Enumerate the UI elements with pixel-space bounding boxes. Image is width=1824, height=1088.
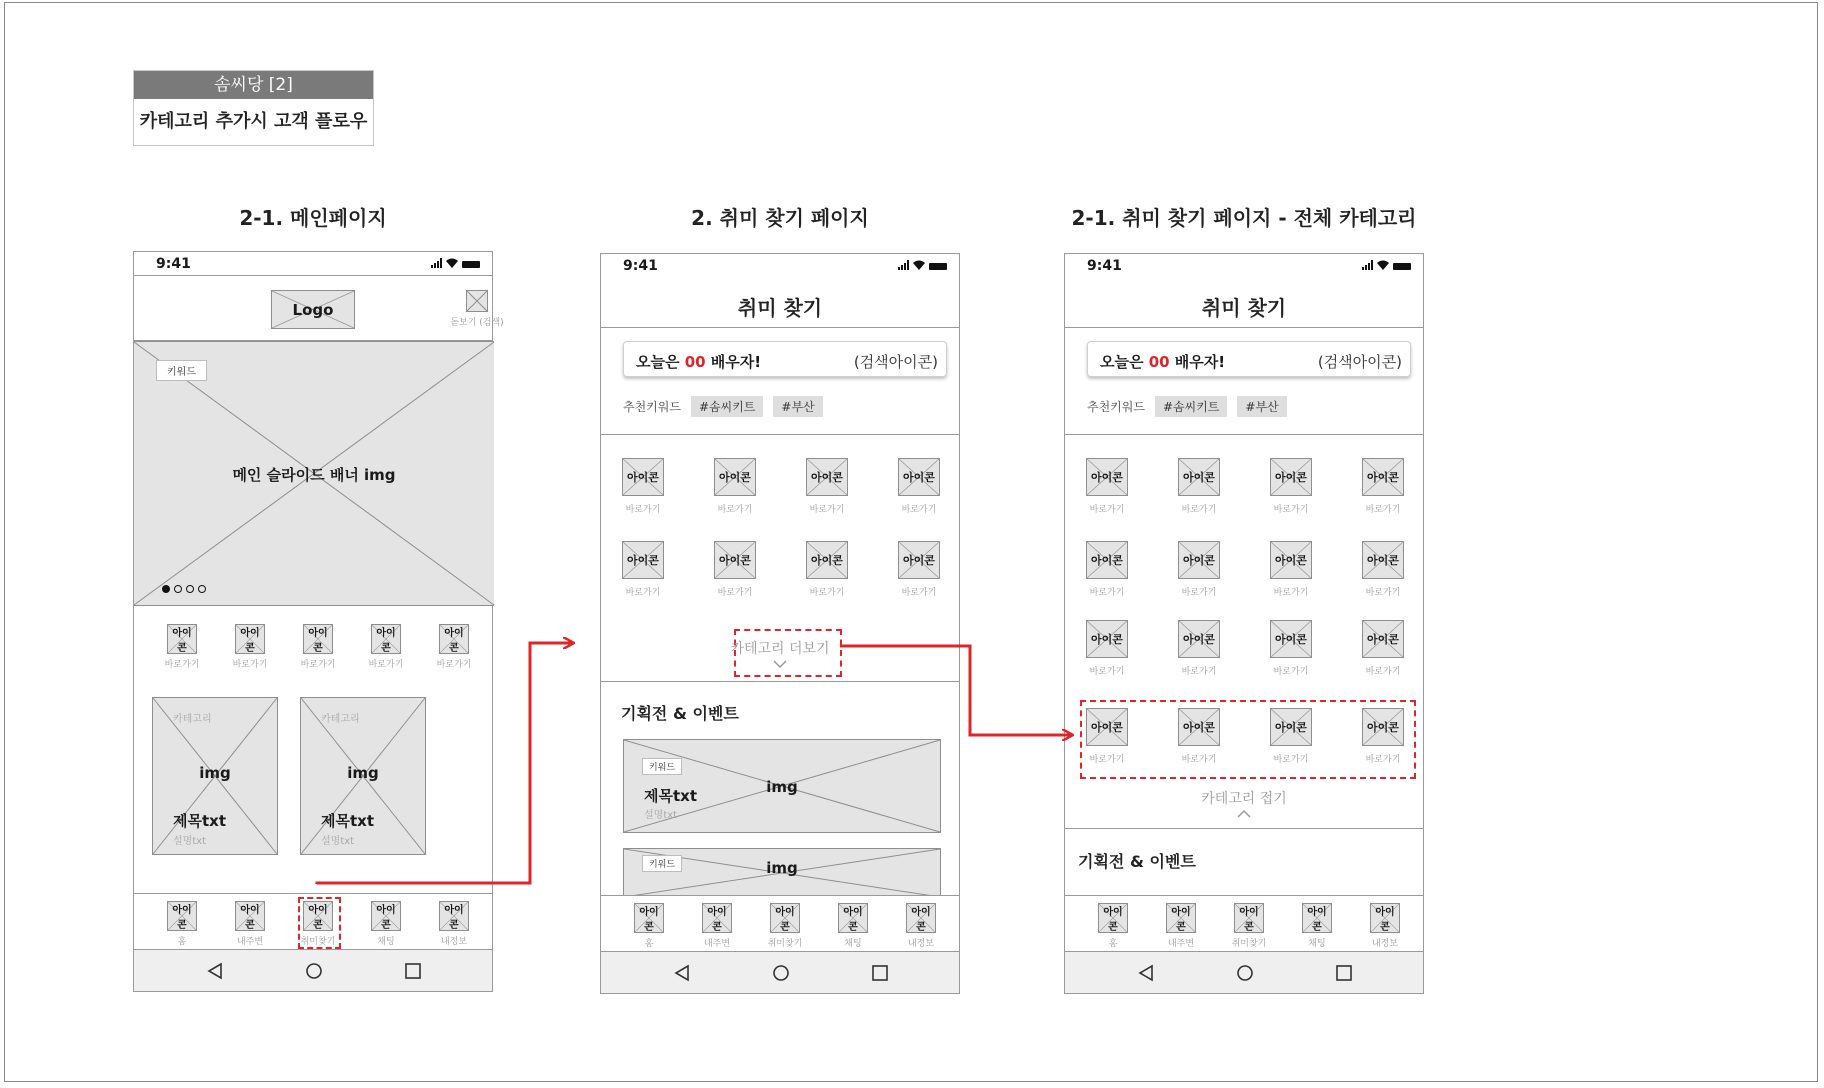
recommended-keywords <box>1087 396 1287 417</box>
highlight-hobby-tab <box>298 897 341 949</box>
banner-text: 메인 슬라이드 배너 img <box>232 466 396 484</box>
event-keyword-tag: 키워드 <box>642 855 682 872</box>
search-prefix: 오늘은 <box>636 353 685 371</box>
icon-label: 아이콘 <box>1183 721 1215 734</box>
icon-label: 아이콘 <box>775 907 795 933</box>
icon-label: 아이콘 <box>719 554 751 567</box>
placeholder-icon <box>1086 458 1128 496</box>
category-item[interactable] <box>1353 541 1413 598</box>
flow-title: 카테고리 추가시 고객 플로우 <box>139 111 368 132</box>
placeholder-icon <box>770 903 800 933</box>
tab-item[interactable] <box>755 903 815 949</box>
placeholder-icon <box>838 903 868 933</box>
icon-label: 아이콘 <box>240 628 260 654</box>
phone-main-page <box>133 251 504 992</box>
category-item[interactable] <box>1353 620 1413 677</box>
category-item[interactable] <box>613 541 673 598</box>
home-icon[interactable] <box>305 962 323 980</box>
tab-item[interactable] <box>1083 903 1143 949</box>
icon-caption: 바로가기 <box>901 505 937 515</box>
icon-label: 아이콘 <box>1183 471 1215 484</box>
placeholder-icon <box>439 901 469 931</box>
tab-item[interactable] <box>619 903 679 949</box>
status-bar <box>601 254 959 278</box>
screen-title-main: 2-1. 메인페이지 <box>239 206 387 230</box>
icon-caption: 바로가기 <box>1089 667 1125 677</box>
icon-label: 아이콘 <box>1275 721 1307 734</box>
recents-icon[interactable] <box>871 964 889 982</box>
placeholder-icon <box>898 541 940 579</box>
home-icon[interactable] <box>1236 964 1254 982</box>
icon-label: 아이콘 <box>903 554 935 567</box>
icon-caption: 바로가기 <box>1181 755 1217 765</box>
content-card[interactable] <box>152 697 278 855</box>
page-title: 취미 찾기 <box>737 296 823 320</box>
signal-icon <box>898 260 909 270</box>
screen-title-hobby-all: 2-1. 취미 찾기 페이지 - 전체 카테고리 <box>1071 206 1417 230</box>
category-more-label: 카테고리 더보기 <box>730 641 830 657</box>
tab-item[interactable] <box>1355 903 1415 949</box>
icon-label: 아이콘 <box>627 471 659 484</box>
grid-divider <box>601 681 959 682</box>
rec-tag[interactable]: #부산 <box>1237 396 1286 417</box>
icon-caption: 바로가기 <box>625 505 661 515</box>
icon-caption: 홈 <box>644 939 654 949</box>
back-icon[interactable] <box>206 962 224 980</box>
icon-label: 아이콘 <box>1367 633 1399 646</box>
back-icon[interactable] <box>673 964 691 982</box>
icon-caption: 내정보 <box>907 939 935 949</box>
search-caption: 돋보기 (검색) <box>450 318 504 328</box>
category-item[interactable] <box>889 541 949 598</box>
event-desc: 설명txt <box>644 810 678 821</box>
icon-caption: 바로가기 <box>1273 667 1309 677</box>
tab-item[interactable] <box>891 903 951 949</box>
icon-label: 아이콘 <box>1183 554 1215 567</box>
status-time: 9:41 <box>623 258 658 274</box>
icon-label: 아이콘 <box>1091 721 1123 734</box>
event-banner[interactable] <box>623 739 941 833</box>
category-item[interactable] <box>1261 458 1321 515</box>
search-highlight: 00 <box>1148 353 1170 371</box>
icon-label: 아이콘 <box>1367 721 1399 734</box>
placeholder-icon <box>1270 620 1312 658</box>
status-bar <box>1065 254 1423 278</box>
icon-label: 아이콘 <box>811 554 843 567</box>
header-divider <box>601 327 959 328</box>
icon-label: 아이콘 <box>1091 471 1123 484</box>
search-highlight: 00 <box>684 353 706 371</box>
icon-label: 아이콘 <box>308 628 328 654</box>
placeholder-icon <box>167 901 197 931</box>
rec-label: 추천키워드 <box>623 400 681 414</box>
tab-item[interactable] <box>152 901 212 947</box>
category-item[interactable] <box>1169 620 1229 677</box>
flow-title-box <box>133 70 374 146</box>
card-desc: 설명txt <box>321 836 355 847</box>
icon-caption: 바로가기 <box>1273 505 1309 515</box>
placeholder-icon <box>1302 903 1332 933</box>
category-item[interactable] <box>889 458 949 515</box>
icon-label: 아이콘 <box>444 628 464 654</box>
icon-label: 아이콘 <box>911 907 931 933</box>
placeholder-icon <box>371 624 401 654</box>
event-keyword-tag: 키워드 <box>642 758 682 775</box>
placeholder-icon <box>714 458 756 496</box>
icon-caption: 내주변 <box>236 937 264 947</box>
placeholder-icon <box>622 458 664 496</box>
phone-hobby-page <box>600 253 960 994</box>
search-divider <box>601 434 959 435</box>
icon-label: 아이콘 <box>639 907 659 933</box>
recommended-keywords <box>623 396 823 417</box>
placeholder-icon <box>1370 903 1400 933</box>
category-item[interactable] <box>1077 541 1137 598</box>
placeholder-icon <box>898 458 940 496</box>
category-item[interactable] <box>1261 620 1321 677</box>
recents-icon[interactable] <box>1335 964 1353 982</box>
wifi-icon <box>446 258 458 268</box>
icon-label: 아이콘 <box>172 628 192 654</box>
card-category: 카테고리 <box>321 714 360 725</box>
placeholder-icon <box>1086 620 1128 658</box>
icon-caption: 바로가기 <box>809 588 845 598</box>
grid-divider <box>1065 828 1423 829</box>
placeholder-icon <box>1270 458 1312 496</box>
pagination-dot[interactable] <box>186 585 194 593</box>
icon-label: 아이콘 <box>1239 907 1259 933</box>
event-title: 제목txt <box>644 787 697 805</box>
card-title: 제목txt <box>173 812 226 830</box>
placeholder-icon <box>906 903 936 933</box>
category-item[interactable] <box>705 541 765 598</box>
header-divider <box>1065 327 1423 328</box>
icon-label: 아이콘 <box>1375 907 1395 933</box>
icon-label: 아이콘 <box>308 905 328 931</box>
icon-label: 아이콘 <box>376 628 396 654</box>
icon-label: 아이콘 <box>1367 471 1399 484</box>
icon-caption: 홈 <box>1108 939 1118 949</box>
category-more-button[interactable] <box>601 638 959 668</box>
icon-caption: 내정보 <box>440 937 468 947</box>
tab-item[interactable] <box>356 901 416 947</box>
placeholder-icon <box>714 541 756 579</box>
category-item[interactable] <box>1261 541 1321 598</box>
placeholder-icon <box>303 624 333 654</box>
placeholder-icon <box>1178 458 1220 496</box>
category-fold-label: 카테고리 접기 <box>1201 791 1287 807</box>
icon-label: 아이콘 <box>719 471 751 484</box>
banner-pagination[interactable] <box>162 585 206 593</box>
icon-label: 아이콘 <box>172 905 192 931</box>
icon-caption: 바로가기 <box>1089 505 1125 515</box>
tab-item[interactable] <box>823 903 883 949</box>
placeholder-icon <box>1098 903 1128 933</box>
signal-icon <box>1362 260 1373 270</box>
shortcut-item[interactable] <box>152 624 212 670</box>
icon-label: 아이콘 <box>1275 633 1307 646</box>
card-category: 카테고리 <box>173 714 212 725</box>
status-time: 9:41 <box>1087 258 1122 274</box>
placeholder-icon <box>1166 903 1196 933</box>
home-icon[interactable] <box>772 964 790 982</box>
category-item[interactable] <box>1353 458 1413 515</box>
wifi-icon <box>913 260 925 270</box>
icon-label: 아이콘 <box>1183 633 1215 646</box>
search-input[interactable] <box>623 341 947 377</box>
rec-tag[interactable]: #부산 <box>773 396 822 417</box>
icon-label: 아이콘 <box>1091 633 1123 646</box>
icon-caption: 취미찾기 <box>300 937 336 947</box>
icon-label: 아이콘 <box>376 905 396 931</box>
icon-caption: 내주변 <box>703 939 731 949</box>
icon-caption: 바로가기 <box>901 588 937 598</box>
logo-text: Logo <box>292 301 334 319</box>
icon-caption: 바로가기 <box>1181 505 1217 515</box>
icon-caption: 내주변 <box>1167 939 1195 949</box>
tab-item[interactable] <box>687 903 747 949</box>
bottom-tab-bar <box>1065 895 1423 953</box>
icon-caption: 채팅 <box>377 937 395 947</box>
pagination-dot[interactable] <box>174 585 182 593</box>
highlight-added-category-row <box>1080 700 1416 779</box>
placeholder-icon <box>1362 620 1404 658</box>
icon-label: 아이콘 <box>1103 907 1123 933</box>
placeholder-icon <box>371 901 401 931</box>
placeholder-icon <box>702 903 732 933</box>
icon-caption: 내정보 <box>1371 939 1399 949</box>
icon-caption: 취미찾기 <box>767 939 803 949</box>
tab-item[interactable] <box>424 901 484 947</box>
icon-caption: 바로가기 <box>717 505 753 515</box>
card-title: 제목txt <box>321 812 374 830</box>
category-item[interactable] <box>797 458 857 515</box>
placeholder-icon <box>634 903 664 933</box>
icon-caption: 취미찾기 <box>1231 939 1267 949</box>
status-time: 9:41 <box>156 256 191 272</box>
icon-caption: 채팅 <box>1308 939 1326 949</box>
card-img-label: img <box>199 764 231 782</box>
category-item[interactable] <box>1169 541 1229 598</box>
rec-tag[interactable]: #솜씨키트 <box>691 396 763 417</box>
phone-hobby-all-categories <box>1064 253 1424 994</box>
category-item[interactable] <box>613 458 673 515</box>
chevron-down-icon <box>773 660 787 668</box>
icon-caption: 바로가기 <box>368 660 404 670</box>
category-item[interactable] <box>1077 458 1137 515</box>
search-icon-placeholder[interactable]: (검색아이콘) <box>1317 353 1402 371</box>
event-section-title: 기획전 & 이벤트 <box>1078 852 1196 871</box>
category-fold-button[interactable] <box>1065 788 1423 818</box>
icon-caption: 바로가기 <box>717 588 753 598</box>
android-nav-bar <box>134 949 492 991</box>
placeholder-icon <box>1270 541 1312 579</box>
page-title: 취미 찾기 <box>1201 296 1287 320</box>
rec-tag[interactable]: #솜씨키트 <box>1155 396 1227 417</box>
chevron-up-icon <box>1237 810 1251 818</box>
icon-caption: 바로가기 <box>1089 755 1125 765</box>
bottom-tab-bar <box>601 895 959 953</box>
back-icon[interactable] <box>1137 964 1155 982</box>
icon-caption: 바로가기 <box>809 505 845 515</box>
wifi-icon <box>1377 260 1389 270</box>
icon-caption: 바로가기 <box>1089 588 1125 598</box>
icon-caption: 바로가기 <box>1365 755 1401 765</box>
search-prefix: 오늘은 <box>1100 353 1149 371</box>
icon-label: 아이콘 <box>1091 554 1123 567</box>
icon-caption: 바로가기 <box>1273 588 1309 598</box>
icon-label: 아이콘 <box>1275 471 1307 484</box>
icon-label: 아이콘 <box>843 907 863 933</box>
icon-caption: 바로가기 <box>164 660 200 670</box>
event-section-title: 기획전 & 이벤트 <box>621 704 739 723</box>
card-img-label: img <box>347 764 379 782</box>
shortcut-item[interactable] <box>424 624 484 670</box>
icon-label: 아이콘 <box>903 471 935 484</box>
search-icon-placeholder[interactable]: (검색아이콘) <box>853 353 938 371</box>
icon-caption: 바로가기 <box>436 660 472 670</box>
tab-item[interactable] <box>1287 903 1347 949</box>
content-card[interactable] <box>300 697 426 855</box>
status-bar <box>134 252 492 276</box>
icon-caption: 바로가기 <box>1273 755 1309 765</box>
placeholder-icon <box>1178 620 1220 658</box>
tab-item[interactable] <box>220 901 280 947</box>
icon-caption: 바로가기 <box>1365 588 1401 598</box>
search-divider <box>1065 434 1423 435</box>
icon-caption: 바로가기 <box>625 588 661 598</box>
placeholder-icon <box>1234 903 1264 933</box>
icon-label: 아이콘 <box>627 554 659 567</box>
shortcut-item[interactable] <box>220 624 280 670</box>
icon-caption: 바로가기 <box>1365 667 1401 677</box>
event-img-label: img <box>766 859 798 877</box>
android-nav-bar <box>1065 951 1423 993</box>
placeholder-icon <box>235 901 265 931</box>
card-desc: 설명txt <box>173 836 207 847</box>
icon-label: 아이콘 <box>1275 554 1307 567</box>
placeholder-icon <box>806 458 848 496</box>
main-slide-banner[interactable] <box>134 341 494 606</box>
icon-label: 아이콘 <box>1171 907 1191 933</box>
icon-caption: 홈 <box>177 937 187 947</box>
placeholder-icon <box>806 541 848 579</box>
icon-label: 아이콘 <box>1367 554 1399 567</box>
signal-icon <box>431 258 442 268</box>
placeholder-icon <box>1362 458 1404 496</box>
category-item[interactable] <box>1169 458 1229 515</box>
placeholder-icon <box>439 624 469 654</box>
tab-item[interactable] <box>1151 903 1211 949</box>
event-banner[interactable] <box>623 848 941 898</box>
rec-label: 추천키워드 <box>1087 400 1145 414</box>
search-icon <box>466 290 488 312</box>
search-button[interactable] <box>447 290 507 328</box>
placeholder-icon <box>1178 541 1220 579</box>
banner-keyword-tag: 키워드 <box>156 360 207 381</box>
icon-caption: 바로가기 <box>1181 667 1217 677</box>
category-item[interactable] <box>797 541 857 598</box>
icon-label: 아이콘 <box>707 907 727 933</box>
icon-label: 아이콘 <box>1307 907 1327 933</box>
search-suffix: 배우자! <box>1169 353 1226 371</box>
icon-caption: 채팅 <box>844 939 862 949</box>
pagination-dot[interactable] <box>198 585 206 593</box>
category-item[interactable] <box>705 458 765 515</box>
placeholder-icon <box>1086 541 1128 579</box>
icon-caption: 바로가기 <box>232 660 268 670</box>
battery-icon <box>1393 263 1411 270</box>
placeholder-icon <box>167 624 197 654</box>
screen-title-hobby: 2. 취미 찾기 페이지 <box>691 206 869 230</box>
shortcut-item[interactable] <box>288 624 348 670</box>
battery-icon <box>462 261 480 268</box>
tab-item[interactable] <box>1219 903 1279 949</box>
battery-icon <box>929 263 947 270</box>
icon-caption: 바로가기 <box>300 660 336 670</box>
icon-caption: 바로가기 <box>1365 505 1401 515</box>
logo[interactable] <box>271 290 355 329</box>
android-nav-bar <box>601 951 959 993</box>
icon-label: 아이콘 <box>444 905 464 931</box>
placeholder-icon <box>235 624 265 654</box>
icon-label: 아이콘 <box>240 905 260 931</box>
pagination-dot-active[interactable] <box>162 585 170 593</box>
shortcut-item[interactable] <box>356 624 416 670</box>
icon-caption: 바로가기 <box>1181 588 1217 598</box>
category-item[interactable] <box>1077 620 1137 677</box>
placeholder-icon <box>622 541 664 579</box>
event-img-label: img <box>766 778 798 796</box>
search-input[interactable] <box>1087 341 1411 377</box>
search-suffix: 배우자! <box>705 353 762 371</box>
recents-icon[interactable] <box>404 962 422 980</box>
icon-label: 아이콘 <box>811 471 843 484</box>
placeholder-icon <box>1362 541 1404 579</box>
project-name: 솜씨당 [2] <box>134 71 373 99</box>
